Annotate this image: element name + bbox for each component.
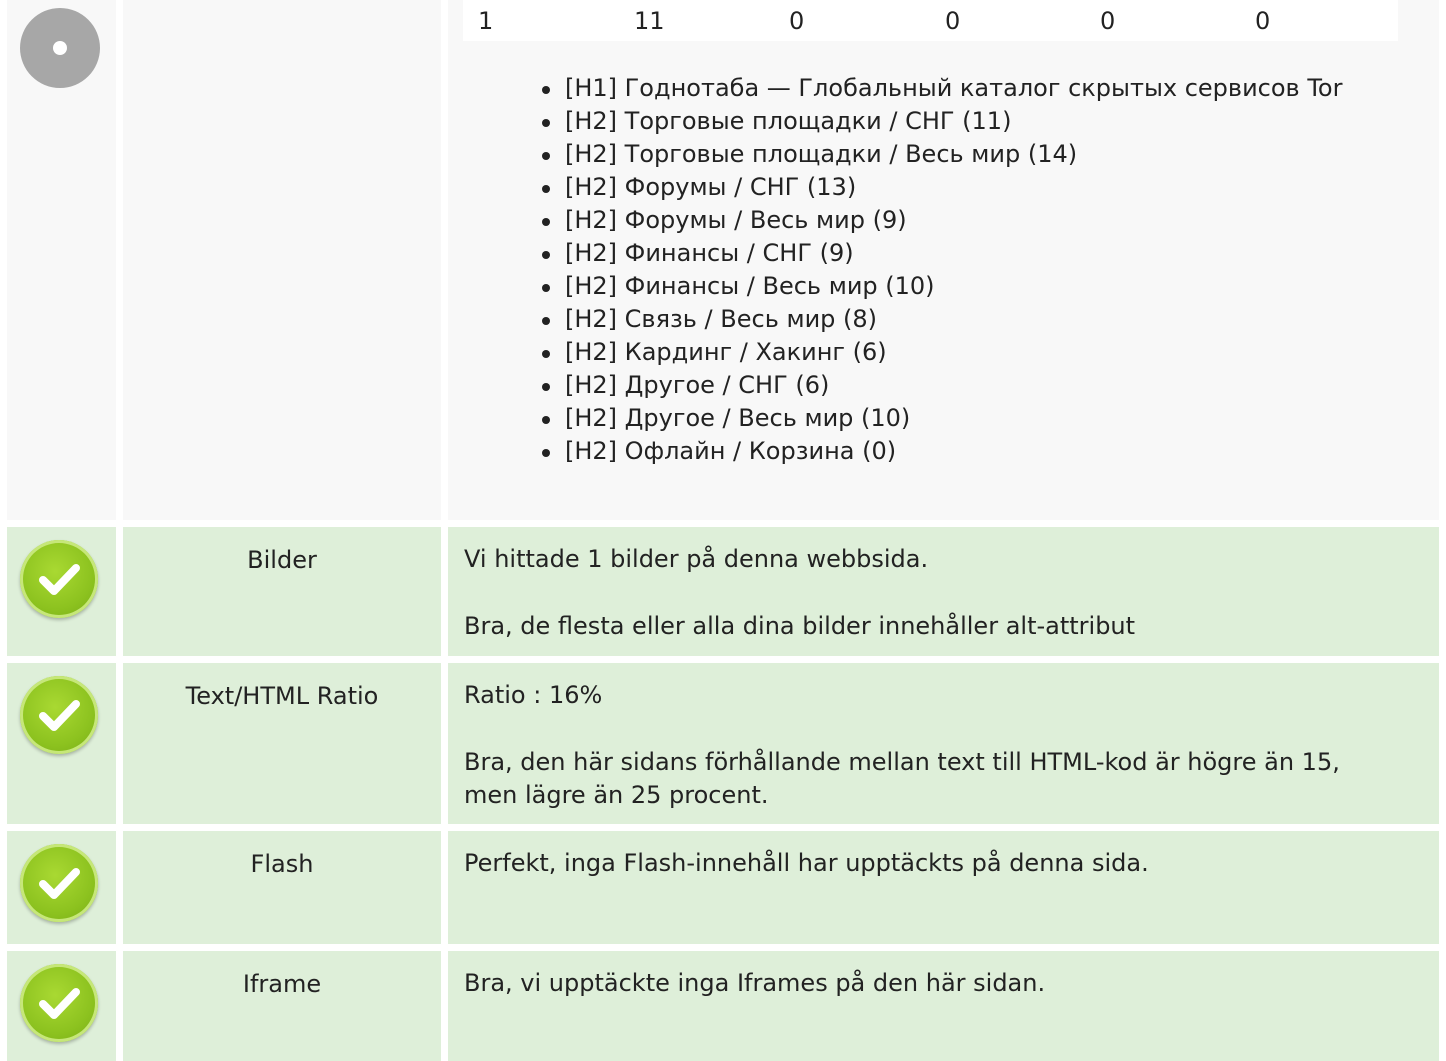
images-body-cell xyxy=(448,527,1439,656)
headings-row xyxy=(0,0,1446,520)
check-circle-icon xyxy=(20,540,98,618)
flash-row xyxy=(0,831,1446,944)
check-circle-icon xyxy=(20,676,98,754)
check-circle-icon xyxy=(20,844,98,922)
iframe-text: Bra, vi upptäckte inga Iframes på den här sidan. xyxy=(464,969,1046,997)
h3-count: 0 xyxy=(789,7,805,35)
h1-count: 1 xyxy=(478,7,494,35)
ratio-label-cell xyxy=(123,663,441,824)
heading-list-item: [H2] Связь / Весь мир (8) xyxy=(565,303,1395,336)
h6-count: 0 xyxy=(1255,7,1271,35)
heading-list-item: [H2] Офлайн / Корзина (0) xyxy=(565,435,1395,468)
flash-label: Flash xyxy=(250,850,314,878)
ratio-description-text: Bra, den här sidans förhållande mellan text till HTML-kod är högre än 15, men lägre än 25 procent. xyxy=(464,748,1340,809)
heading-list xyxy=(565,72,1395,468)
text-html-ratio-row xyxy=(0,663,1446,824)
headings-body-cell xyxy=(448,0,1439,520)
heading-list-item: [H2] Торговые площадки / СНГ (11) xyxy=(565,105,1395,138)
heading-list-item: [H2] Другое / Весь мир (10) xyxy=(565,402,1395,435)
iframe-label: Iframe xyxy=(242,970,322,998)
h4-count: 0 xyxy=(945,7,961,35)
check-circle-icon xyxy=(20,964,98,1042)
headings-label-cell xyxy=(123,0,441,520)
flash-text: Perfekt, inga Flash-innehåll har upptäckts på denna sida. xyxy=(464,849,1149,877)
heading-list-item: [H2] Торговые площадки / Весь мир (14) xyxy=(565,138,1395,171)
heading-list-item: [H2] Финансы / Весь мир (10) xyxy=(565,270,1395,303)
ratio-status-cell xyxy=(7,663,116,824)
ratio-body-cell xyxy=(448,663,1439,824)
heading-list-item: [H2] Другое / СНГ (6) xyxy=(565,369,1395,402)
flash-body-cell xyxy=(448,831,1439,944)
images-row xyxy=(0,527,1446,656)
iframe-row xyxy=(0,951,1446,1061)
h2-count: 11 xyxy=(634,7,665,35)
iframe-label-cell xyxy=(123,951,441,1061)
heading-list-item: [H2] Форумы / Весь мир (9) xyxy=(565,204,1395,237)
iframe-status-cell xyxy=(7,951,116,1061)
flash-status-cell xyxy=(7,831,116,944)
h5-count: 0 xyxy=(1100,7,1116,35)
heading-list-item: [H2] Финансы / СНГ (9) xyxy=(565,237,1395,270)
heading-count-table xyxy=(463,0,1398,41)
info-dot-icon xyxy=(20,8,100,88)
heading-list-item: [H2] Форумы / СНГ (13) xyxy=(565,171,1395,204)
headings-status-cell xyxy=(7,0,116,520)
images-count-text: Vi hittade 1 bilder på denna webbsida. xyxy=(464,545,929,573)
images-status-cell xyxy=(7,527,116,656)
images-alt-text: Bra, de flesta eller alla dina bilder innehåller alt-attribut xyxy=(464,612,1136,640)
heading-list-item: [H2] Кардинг / Хакинг (6) xyxy=(565,336,1395,369)
flash-label-cell xyxy=(123,831,441,944)
heading-list-item: [H1] Годнотаба — Глобальный каталог скрытых сервисов Tor xyxy=(565,72,1395,105)
ratio-value-text: Ratio : 16% xyxy=(464,681,603,709)
ratio-label: Text/HTML Ratio xyxy=(185,682,379,710)
iframe-body-cell xyxy=(448,951,1439,1061)
images-label-cell xyxy=(123,527,441,656)
images-label: Bilder xyxy=(247,546,317,574)
